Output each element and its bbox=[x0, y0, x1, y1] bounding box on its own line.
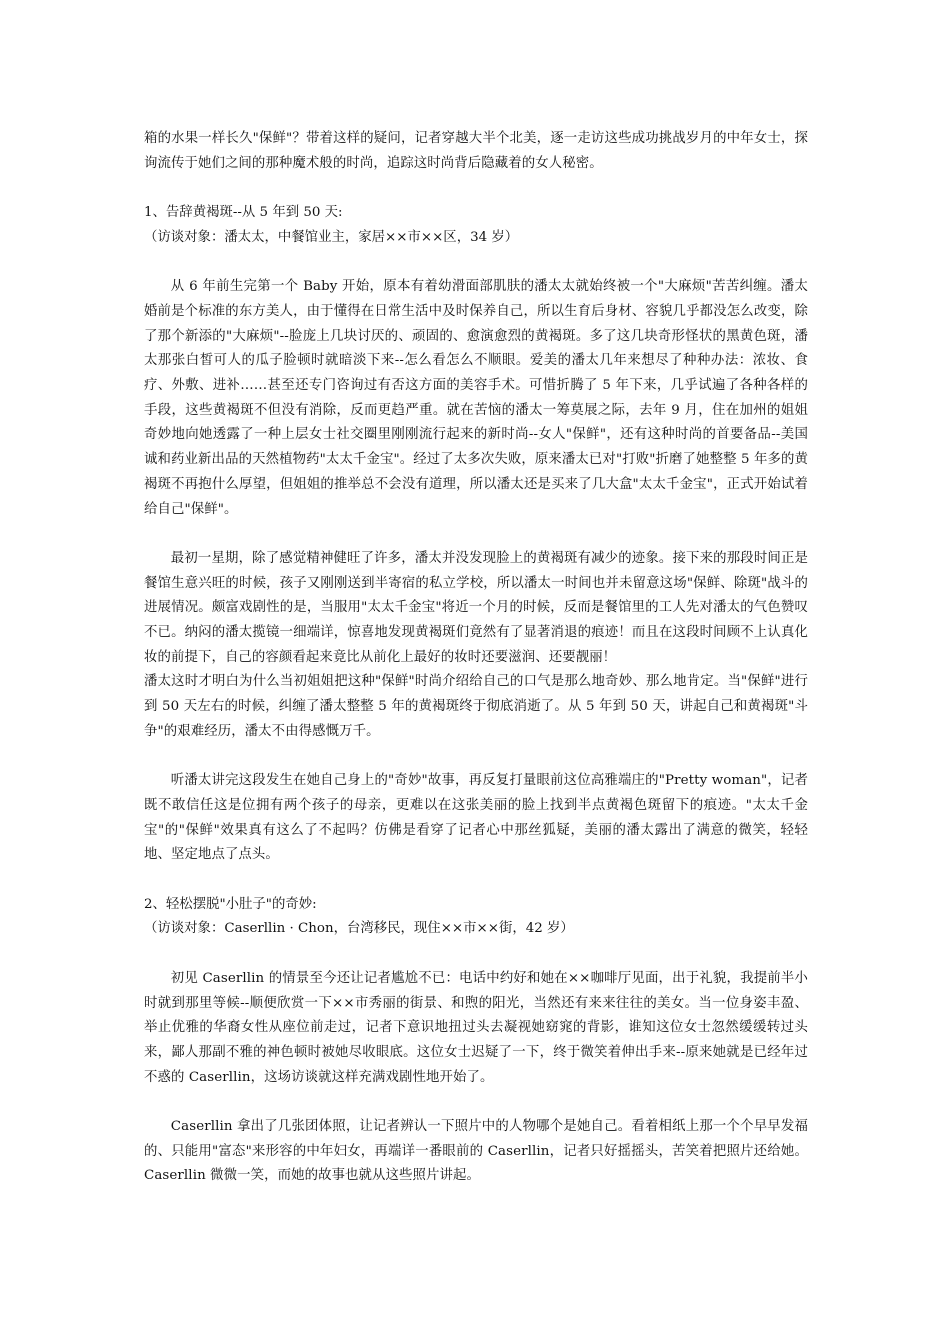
paragraph-gap bbox=[144, 522, 808, 547]
section-2-paragraph-2: Caserllin 拿出了几张团体照，让记者辨认一下照片中的人物哪个是她自己。看着相纸上那一个个早早发福的、只能用"富态"来形容的中年妇女，再端详一番眼前的 Caserllin，记者只好摇摇头，苦笑着把照片还给她。Caserllin 微微一笑，而她的故事也就从这些照片讲起。 bbox=[144, 1119, 808, 1184]
section-2-paragraph-1: 初见 Caserllin 的情景至今还让记者尴尬不已：电话中约好和她在××咖啡厅见面，出于礼貌，我提前半小时就到那里等候--顺便欣赏一下××市秀丽的街景、和煦的阳光，当然还有来来往往的美女。当一位身姿丰盈、举止优雅的华裔女性从座位前走过，记者下意识地扭过头去凝视她窈窕的背影，谁知这位女士忽然缓缓转过头来，鄙人那副不雅的神色顿时被她尽收眼底。这位女士迟疑了一下，终于微笑着伸出手来--原来她就是已经年过不惑的 Caserllin，这场访谈就这样充满戏剧性地开始了。 bbox=[144, 970, 808, 1085]
paragraph-gap bbox=[144, 942, 808, 967]
section-2-heading: 2、轻松摆脱"小肚子"的奇妙: bbox=[144, 896, 317, 912]
section-1-heading: 1、告辞黄褐斑--从 5 年到 50 天: bbox=[144, 205, 343, 221]
section-1-interviewee: （访谈对象：潘太太，中餐馆业主，家居××市××区，34 岁） bbox=[144, 229, 519, 245]
section-2-interviewee: （访谈对象：Caserllin · Chon，台湾移民，现住××市××街，42 岁） bbox=[144, 921, 574, 937]
section-1-paragraph-3: 潘太这时才明白为什么当初姐姐把这种"保鲜"时尚介绍给自己的口气是那么地奇妙、那么地肯定。当"保鲜"进行到 50 天左右的时候，纠缠了潘太整整 5 年的黄褐斑终于彻底消逝了。从 5 年到 50 天，讲起自己和黄褐斑"斗争"的艰难经历，潘太不由得感慨万千。 bbox=[144, 674, 808, 739]
article-body bbox=[144, 127, 808, 1189]
paragraph-gap bbox=[144, 176, 808, 201]
section-1-paragraph-1: 从 6 年前生完第一个 Baby 开始，原本有着幼滑面部肌肤的潘太太就始终被一个"大麻烦"苦苦纠缠。潘太婚前是个标准的东方美人，由于懂得在日常生活中及时保养自己，所以生育后身材、容貌几乎都没怎么改变，除了那个新添的"大麻烦"--脸庞上几块讨厌的、顽固的、愈演愈烈的黄褐斑。多了这几块奇形怪状的黑黄色斑，潘太那张白皙可人的瓜子脸顿时就暗淡下来--怎么看怎么不顺眼。爱美的潘太几年来想尽了种种办法：浓妆、食疗、外敷、进补……甚至还专门咨询过有否这方面的美容手术。可惜折腾了 5 年下来，几乎试遍了各种各样的手段，这些黄褐斑不但没有消除，反而更趋严重。就在苦恼的潘太一筹莫展之际，去年 9 月，住在加州的姐姐奇妙地向她透露了一种上层女士社交圈里刚刚流行起来的新时尚--女人"保鲜"，还有这种时尚的首要备品--美国诚和药业新出品的天然植物药"太太千金宝"。经过了太多次失败，原来潘太已对"打败"折磨了她整整 5 年多的黄褐斑不再抱什么厚望，但姐姐的推举总不会没有道理，所以潘太还是买来了几大盒"太太千金宝"，正式开始试着给自己"保鲜"。 bbox=[144, 279, 808, 517]
paragraph-gap bbox=[144, 251, 808, 276]
paragraph-gap bbox=[144, 745, 808, 770]
intro-paragraph: 箱的水果一样长久"保鲜"？带着这样的疑问，记者穿越大半个北美，逐一走访这些成功挑战岁月的中年女士，探询流传于她们之间的那种魔术般的时尚，追踪这时尚背后隐藏着的女人秘密。 bbox=[144, 131, 808, 171]
section-1-paragraph-2: 最初一星期，除了感觉精神健旺了许多，潘太并没发现脸上的黄褐斑有减少的迹象。接下来的那段时间正是餐馆生意兴旺的时候，孩子又刚刚送到半寄宿的私立学校，所以潘太一时间也并未留意这场"保鲜、除斑"战斗的进展情况。颇富戏剧性的是，当服用"太太千金宝"将近一个月的时候，反而是餐馆里的工人先对潘太的气色赞叹不已。纳闷的潘太揽镜一细端详，惊喜地发现黄褐斑们竟然有了显著消退的痕迹！而且在这段时间顾不上认真化妆的前提下，自己的容颜看起来竟比从前化上最好的妆时还要滋润、还要靓丽！ bbox=[144, 550, 808, 665]
paragraph-gap bbox=[144, 868, 808, 893]
section-1-paragraph-4: 听潘太讲完这段发生在她自己身上的"奇妙"故事，再反复打量眼前这位高雅端庄的"Pretty woman"，记者既不敢信任这是位拥有两个孩子的母亲，更难以在这张美丽的脸上找到半点黄褐色斑留下的痕迹。"太太千金宝"的"保鲜"效果真有这么了不起吗？仿佛是看穿了记者心中那丝狐疑，美丽的潘太露出了满意的微笑，轻轻地、坚定地点了点头。 bbox=[144, 773, 808, 863]
paragraph-gap bbox=[144, 1090, 808, 1115]
